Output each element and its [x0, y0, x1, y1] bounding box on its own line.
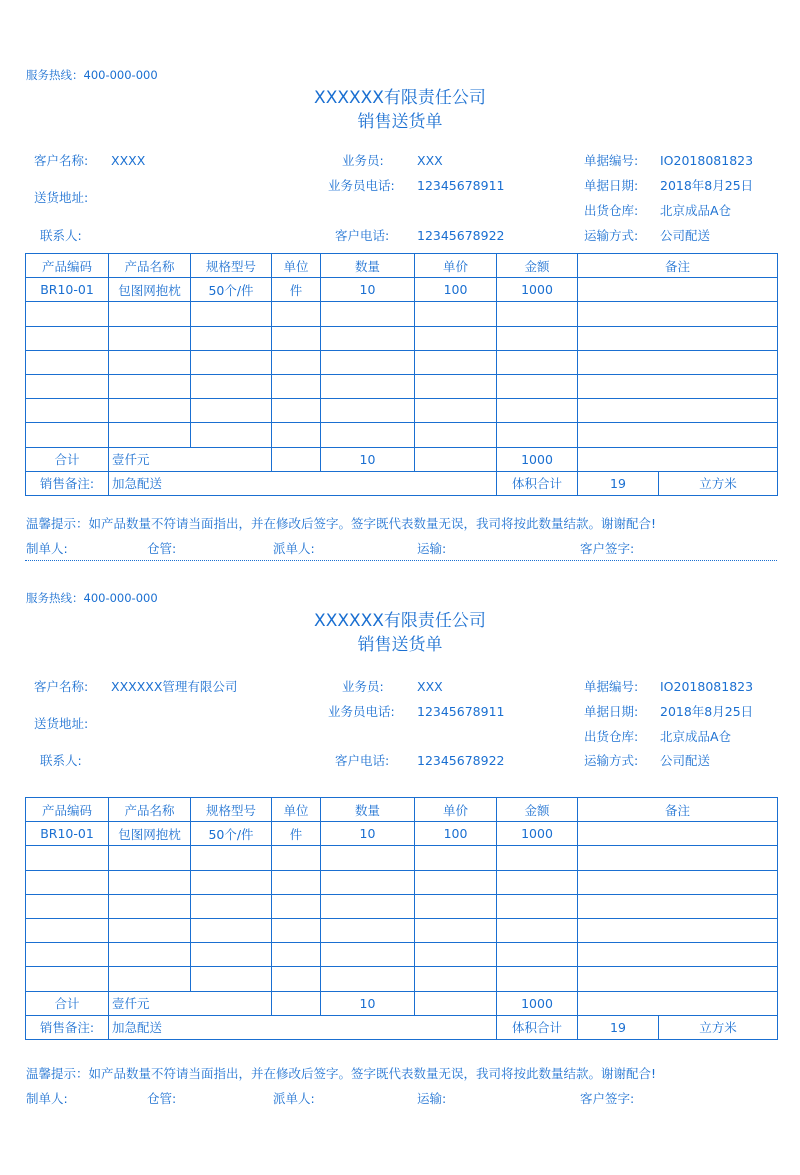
- volume-unit: 立方米: [659, 471, 778, 495]
- table-row-empty: [26, 423, 778, 447]
- volume-total-label: 体积合计: [497, 1015, 578, 1039]
- salesperson-phone-label: 业务员电话:: [328, 178, 395, 193]
- total-amount: 1000: [497, 991, 578, 1015]
- company-name: XXXXXX有限责任公司: [314, 611, 486, 631]
- product-table: [25, 797, 778, 1040]
- sales-remark-label: 销售备注:: [26, 471, 109, 495]
- table-cell: 包图网抱枕: [109, 822, 191, 846]
- salesperson-label: 业务员:: [342, 679, 384, 694]
- table-cell: 10: [321, 822, 415, 846]
- sales-remark-value: 加急配送: [109, 1015, 497, 1039]
- signature-customer-label: 客户签字:: [580, 541, 635, 556]
- table-cell: [578, 278, 778, 302]
- document-date-label: 单据日期:: [584, 178, 639, 193]
- remark-row: [26, 1015, 778, 1039]
- contact-label: 联系人:: [40, 228, 82, 243]
- total-in-words: 壹仟元: [109, 991, 272, 1015]
- warehouse-label: 出货仓库:: [584, 203, 639, 218]
- shipping-method-label: 运输方式:: [584, 753, 639, 768]
- customer-phone-label: 客户电话:: [335, 228, 390, 243]
- customer-name-label: 客户名称:: [34, 679, 89, 694]
- total-label: 合计: [26, 991, 109, 1015]
- column-header: 规格型号: [191, 254, 272, 278]
- volume-total-label: 体积合计: [497, 471, 578, 495]
- warehouse-value: 北京成品A仓: [660, 203, 732, 218]
- customer-phone-label: 客户电话:: [335, 753, 390, 768]
- table-row: [26, 822, 778, 846]
- total-row: [26, 447, 778, 471]
- signature-dispatcher-label: 派单人:: [273, 541, 315, 556]
- column-header: 数量: [321, 798, 415, 822]
- total-amount: 1000: [497, 447, 578, 471]
- table-row-empty: [26, 870, 778, 894]
- volume-total-value: 19: [578, 1015, 659, 1039]
- company-name: XXXXXX有限责任公司: [314, 88, 486, 108]
- service-hotline: 服务热线：400-000-000: [26, 68, 158, 82]
- table-row-empty: [26, 302, 778, 326]
- table-row-empty: [26, 894, 778, 918]
- table-row-empty: [26, 918, 778, 942]
- customer-phone-value: 12345678922: [417, 753, 505, 768]
- column-header: 备注: [578, 798, 778, 822]
- column-header: 金额: [497, 798, 578, 822]
- table-cell: 包图网抱枕: [109, 278, 191, 302]
- table-cell: 1000: [497, 278, 578, 302]
- table-row-empty: [26, 846, 778, 870]
- volume-total-value: 19: [578, 471, 659, 495]
- document-number-label: 单据编号:: [584, 679, 639, 694]
- table-row-empty: [26, 967, 778, 991]
- signature-preparer-label: 制单人:: [26, 541, 68, 556]
- warehouse-label: 出货仓库:: [584, 729, 639, 744]
- table-cell: BR10-01: [26, 822, 109, 846]
- product-table: [25, 253, 778, 496]
- document-number-value: IO2018081823: [660, 153, 754, 168]
- table-cell: 50个/件: [191, 822, 272, 846]
- column-header: 规格型号: [191, 798, 272, 822]
- salesperson-value: XXX: [417, 679, 443, 694]
- service-hotline: 服务热线：400-000-000: [26, 591, 158, 605]
- table-row-empty: [26, 374, 778, 398]
- total-label: 合计: [26, 447, 109, 471]
- column-header: 产品编码: [26, 254, 109, 278]
- document-date-label: 单据日期:: [584, 704, 639, 719]
- total-quantity: 10: [321, 991, 415, 1015]
- document-title: 销售送货单: [357, 112, 443, 132]
- table-cell: 50个/件: [191, 278, 272, 302]
- shipping-method-value: 公司配送: [660, 753, 711, 768]
- table-row-empty: [26, 399, 778, 423]
- total-row: [26, 991, 778, 1015]
- remark-row: [26, 471, 778, 495]
- sales-remark-label: 销售备注:: [26, 1015, 109, 1039]
- table-row-empty: [26, 943, 778, 967]
- customer-name-value: XXXX: [111, 153, 146, 168]
- warm-tip: 温馨提示：如产品数量不符请当面指出，并在修改后签字。签字既代表数量无误，我司将按此数量结款。谢谢配合!: [26, 1066, 657, 1081]
- document-date-value: 2018年8月25日: [660, 704, 754, 719]
- shipping-method-label: 运输方式:: [584, 228, 639, 243]
- table-row: [26, 278, 778, 302]
- sales-remark-value: 加急配送: [109, 471, 497, 495]
- column-header: 产品编码: [26, 798, 109, 822]
- signature-transport-label: 运输:: [417, 541, 447, 556]
- column-header: 备注: [578, 254, 778, 278]
- signature-warehouse-label: 仓管:: [147, 541, 177, 556]
- column-header: 单价: [415, 798, 497, 822]
- table-cell: 100: [415, 278, 497, 302]
- signature-warehouse-label: 仓管:: [147, 1091, 177, 1106]
- column-header: 金额: [497, 254, 578, 278]
- table-cell: 100: [415, 822, 497, 846]
- signature-dispatcher-label: 派单人:: [273, 1091, 315, 1106]
- document-number-label: 单据编号:: [584, 153, 639, 168]
- signature-preparer-label: 制单人:: [26, 1091, 68, 1106]
- volume-unit: 立方米: [659, 1015, 778, 1039]
- customer-phone-value: 12345678922: [417, 228, 505, 243]
- total-in-words: 壹仟元: [109, 447, 272, 471]
- salesperson-value: XXX: [417, 153, 443, 168]
- delivery-address-label: 送货地址:: [34, 190, 89, 205]
- column-header: 产品名称: [109, 254, 191, 278]
- customer-name-label: 客户名称:: [34, 153, 89, 168]
- warehouse-value: 北京成品A仓: [660, 729, 732, 744]
- column-header: 单位: [272, 798, 321, 822]
- signature-transport-label: 运输:: [417, 1091, 447, 1106]
- salesperson-label: 业务员:: [342, 153, 384, 168]
- customer-name-value: XXXXXX管理有限公司: [111, 679, 238, 694]
- table-cell: 1000: [497, 822, 578, 846]
- table-header-row: [26, 254, 778, 278]
- cut-line-divider: [25, 560, 777, 561]
- table-cell: BR10-01: [26, 278, 109, 302]
- salesperson-phone-label: 业务员电话:: [328, 704, 395, 719]
- table-cell: 10: [321, 278, 415, 302]
- column-header: 单位: [272, 254, 321, 278]
- document-title: 销售送货单: [357, 635, 443, 655]
- total-quantity: 10: [321, 447, 415, 471]
- table-header-row: [26, 798, 778, 822]
- table-row-empty: [26, 350, 778, 374]
- column-header: 产品名称: [109, 798, 191, 822]
- column-header: 单价: [415, 254, 497, 278]
- document-number-value: IO2018081823: [660, 679, 754, 694]
- delivery-address-label: 送货地址:: [34, 716, 89, 731]
- contact-label: 联系人:: [40, 753, 82, 768]
- document-date-value: 2018年8月25日: [660, 178, 754, 193]
- column-header: 数量: [321, 254, 415, 278]
- shipping-method-value: 公司配送: [660, 228, 711, 243]
- table-row-empty: [26, 326, 778, 350]
- table-cell: [578, 822, 778, 846]
- table-cell: 件: [272, 822, 321, 846]
- signature-customer-label: 客户签字:: [580, 1091, 635, 1106]
- salesperson-phone-value: 12345678911: [417, 178, 505, 193]
- table-cell: 件: [272, 278, 321, 302]
- salesperson-phone-value: 12345678911: [417, 704, 505, 719]
- warm-tip: 温馨提示：如产品数量不符请当面指出，并在修改后签字。签字既代表数量无误，我司将按此数量结款。谢谢配合!: [26, 516, 657, 531]
